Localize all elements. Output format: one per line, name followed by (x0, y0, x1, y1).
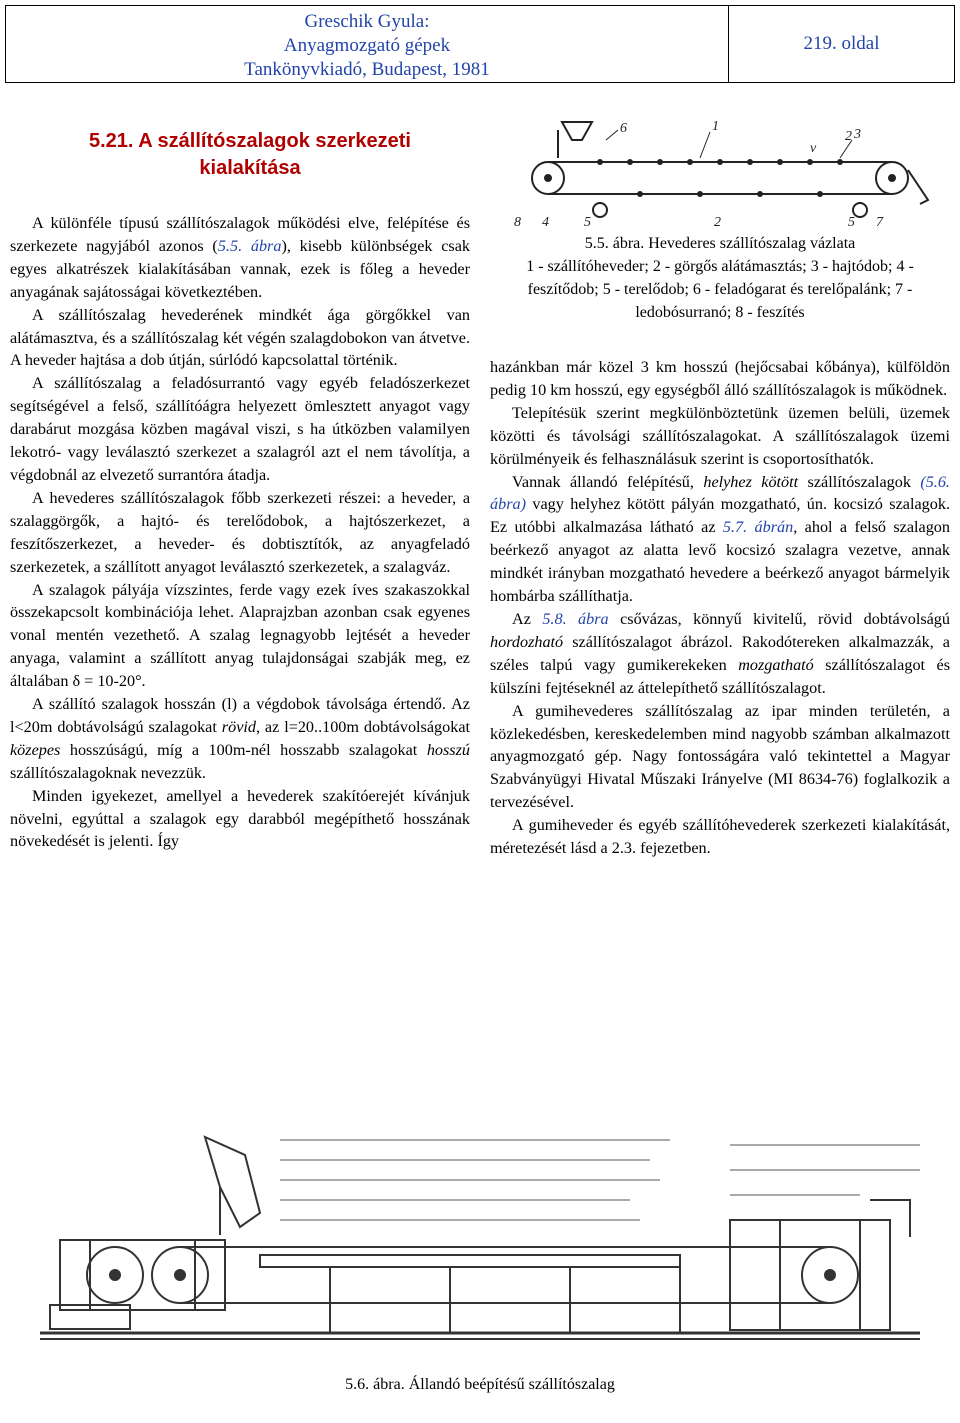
label: 6 (620, 121, 627, 136)
paragraph: A szalagok pályája vízszintes, ferde vagy ezek íves szakaszokkal összekapcsolt kombinációja lehet. Alaprajzban azonban csak egyenes vonal mentén vezethető. A szalag legnagyobb lejtését a heveder anyaga, valamint a szállított anyag tulajdonságai szabják meg, ez általában δ = 10-20°. (10, 580, 470, 691)
page-number: 219. oldal (803, 33, 880, 54)
label: 5 (584, 215, 591, 230)
book-title: Anyagmozgató gépek (283, 35, 451, 56)
figure-link[interactable]: (5.6. ábra) (490, 472, 950, 514)
paragraph: A szállítószalag a feladósurrantó vagy egyéb feladószerkezet segítségével a felső, szállítóágra helyezett ömlesztett anyagot vagy darabárut mozgása közben magával viszi, s ha útközben valamilyen lekotró- vagy leválasztó szerkezet a szalagról azt el nem távolítja, a végdobnál az elvezető surrantóra átadja. (10, 374, 470, 484)
left-column (10, 212, 470, 853)
figure-link[interactable]: 5.8. ábra (542, 609, 609, 628)
label: 8 (514, 215, 521, 230)
page-header (5, 5, 955, 83)
section-title: 5.21. A szállítószalagok szerkezeti kialakítása (88, 130, 411, 179)
paragraph: A gumiheveder és egyéb szállítóhevederek szerkezeti kialakítását, méretezését lásd a 2.3. fejezetben. (490, 816, 950, 858)
paragraph: A szállító szalagok hosszán (l) a végdobok távolsága értendő. Az l<20m dobtávolságú szalagokat rövid, az l=20..100m dobtávolságokat közepes hosszúságú, míg a 100m-nél hosszabb szalagokat hosszú szállítószalagoknak nevezzük. (10, 695, 471, 782)
figure-5-5-schematic (500, 100, 940, 230)
paragraph: A különféle típusú szállítószalagok működési elve, felépítése és szerkezete nagyjából azonos (5.5. ábra), kisebb különbségek csak egyes alkatrészek kialakításában vannak, ezek is főleg a heveder anyagának sajátosságai következtében. (10, 214, 470, 301)
paragraph: Telepítésük szerint megkülönböztetünk üzemen belüli, üzemek közötti és távolsági szállítószalagokat. A szállítószalagok üzemi körülményeik és felhasználásuk szerint is csoportosíthatók. (490, 403, 950, 468)
right-column (490, 356, 950, 860)
paragraph: A gumihevederes szállítószalag az ipar minden területén, a közlekedésben, kereskedelemben mind nagyobb számban alkalmazott anyagmozgató gép. Nagy fontosságára való tekintettel a Magyar Szabványügyi Hivatal Műszaki Irányelve (MI 8634-76) foglalkozik a tervezésével. (490, 701, 950, 812)
author: Greschik Gyula: (304, 11, 430, 32)
label: 5 (848, 215, 855, 230)
figure-5-6-drawing (30, 1125, 930, 1370)
paragraph: Az 5.8. ábra csővázas, könnyű kivitelű, rövid dobtávolságú hordozható szállítószalagot ábrázol. Rakodótereken alkalmazzák, a széles talpú vagy gumikerekeken mozgatható szállítószalagot és külszíni fejtéseknél az áttelepíthető szállítószalagot. (490, 609, 951, 697)
label: 2 (714, 215, 721, 230)
paragraph: A hevederes szállítószalagok főbb szerkezeti részei: a heveder, a szalaggörgők, a hajtó- és terelődobok, a hajtószerkezet, a feszítőszerkezet, a heveder- és dobtisztítók, az anyagfeladó szerkezetek, a szállított anyagot leválasztó szerkezetek, a szalagváz. (10, 488, 470, 576)
label: 7 (876, 215, 883, 230)
figure-link[interactable]: 5.7. ábrán (722, 518, 794, 537)
publisher: Tankönyvkiadó, Budapest, 1981 (244, 59, 490, 80)
figure-link[interactable]: 5.5. ábra (217, 236, 282, 255)
label: 1 (712, 119, 719, 134)
paragraph: hazánkban már közel 3 km hosszú (hejőcsabai kőbánya), külföldön pedig 10 km hosszú, egy egységből álló szállítószalagok is működnek. (490, 358, 950, 399)
paragraph: Minden igyekezet, amellyel a hevederek szakítóerejét kívánjuk növelni, egyúttal a szalagok egy darabból megépíthető hosszának növekedését is jelenti. Így (10, 786, 470, 851)
paragraph: A szállítószalag hevederének mindkét ága görgőkkel van alátámasztva, és a szállítószalag két végén szalagdobokon van átvetve. A heveder hajtása a dob útján, súrlódó kapcsolattal történik. (10, 305, 470, 370)
label: 4 (542, 215, 549, 230)
figure-5-6-caption: 5.6. ábra. Állandó beépítésű szállítószalag (345, 1376, 615, 1393)
figure-5-5-caption: 5.5. ábra. Hevederes szállítószalag vázlata 1 - szállítóheveder; 2 - görgős alátámasztás; 3 - hajtódob; 4 - feszítődob; 5 - terelődob; 6 - feladógarat és terelőpalánk; 7 - ledobósurranó; 8 - feszítés (526, 235, 914, 321)
label: v (810, 141, 817, 156)
paragraph: Vannak állandó felépítésű, helyhez kötött szállítószalagok (5.6. ábra) vagy helyhez kötött pályán mozgatható, ún. kocsizó szalagok. Ez utóbbi alkalmazása látható az 5.7. ábrán, ahol a felső szalagon beérkező anyagot az alatta levő kocsizó szalagra vezetve, annak mindkét irányban mozgatható hevedere a beérkező anyagot bármelyik hombárba szállíthatja. (490, 472, 950, 606)
label: 3 (854, 127, 861, 142)
label: 2 (845, 129, 852, 144)
book-reference (6, 6, 729, 82)
